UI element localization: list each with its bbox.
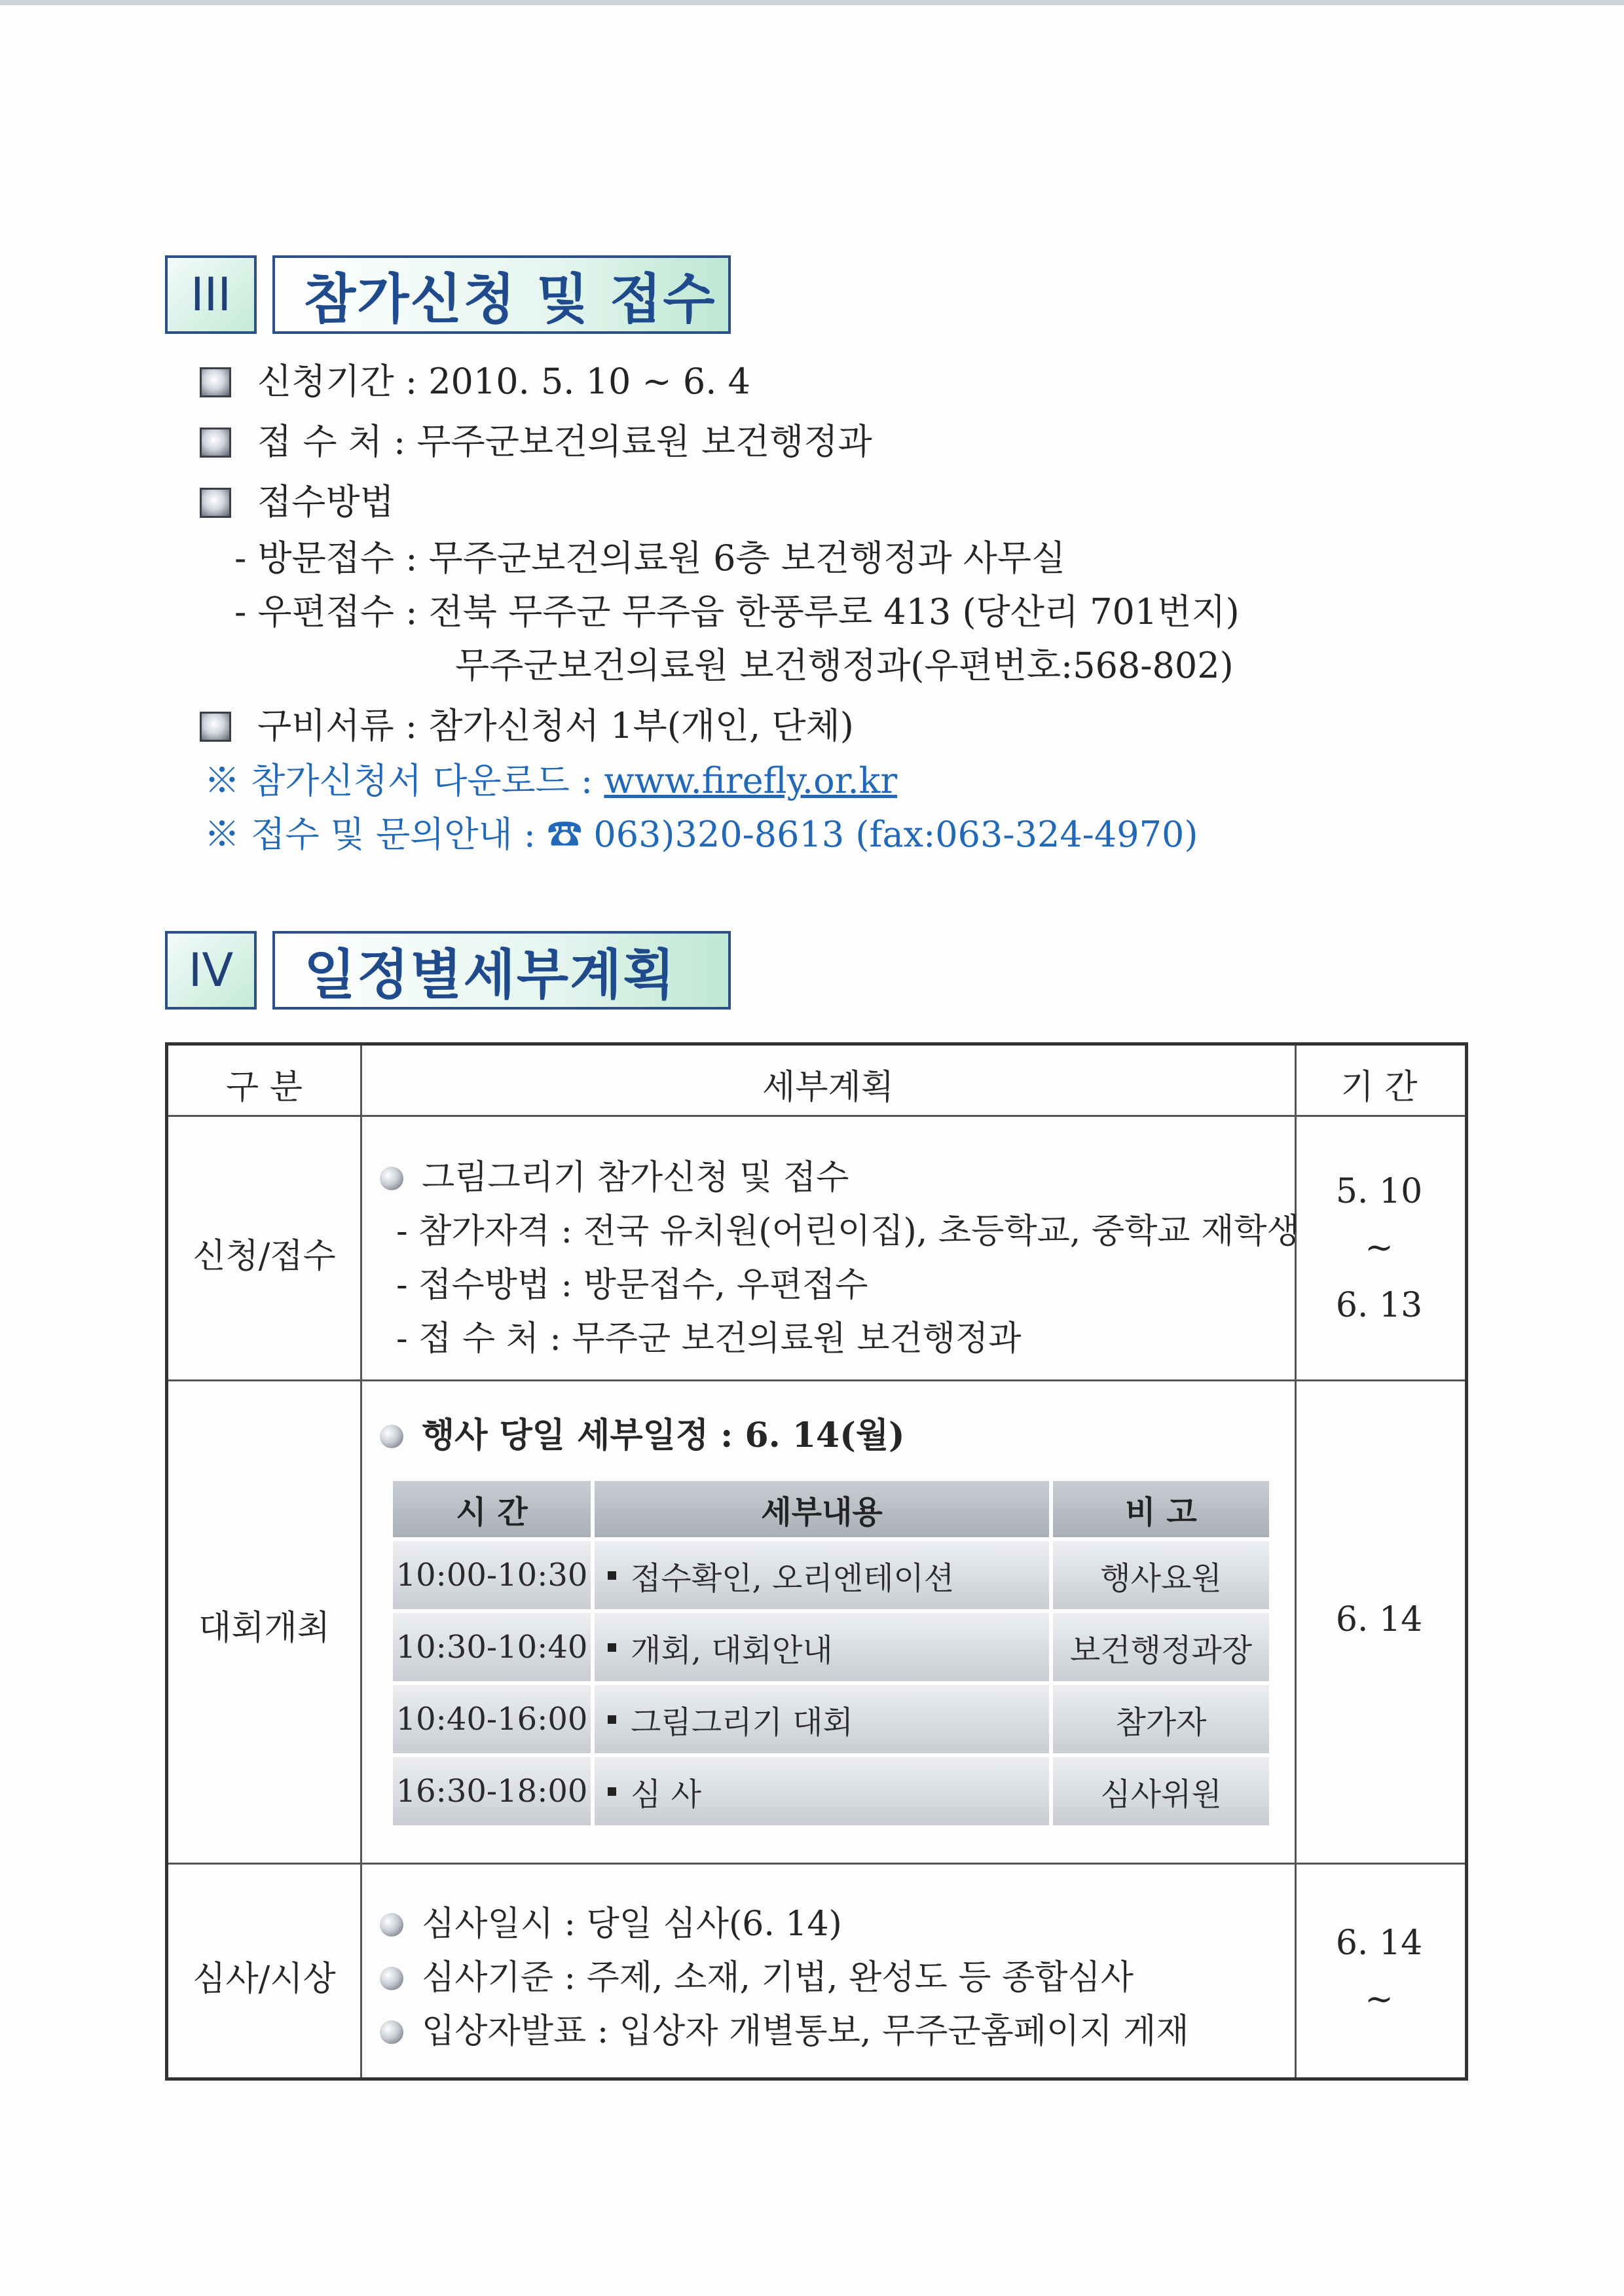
schedule-note: 행사요원 — [1053, 1541, 1269, 1609]
header-category: 구 분 — [226, 1068, 303, 1107]
row1-period-end: 6. 13 — [1335, 1286, 1423, 1325]
row1-item: - 접 수 처 : 무주군 보건의료원 보건행정과 — [396, 1319, 1022, 1358]
method-label: 접수방법 — [257, 481, 394, 522]
docs-label: 구비서류 — [257, 705, 394, 746]
docs-line: 구비서류 : 참가신청서 1부(개인, 단체) — [200, 703, 854, 749]
square-bullet-icon — [608, 1787, 616, 1796]
visit-label: - 방문접수 — [234, 538, 395, 579]
visit-value: 무주군보건의료원 6층 보건행정과 사무실 — [428, 538, 1066, 579]
schedule-note: 보건행정과장 — [1053, 1613, 1269, 1681]
schedule-row — [393, 1613, 1269, 1681]
schedule-row — [393, 1685, 1269, 1753]
square-bullet-icon — [200, 367, 231, 397]
row3-item: 심사일시 : 당일 심사(6. 14) — [380, 1896, 842, 1945]
table-divider — [168, 1863, 1465, 1865]
section-4-number: IV — [165, 931, 257, 1010]
row1-category: 신청/접수 — [193, 1237, 336, 1276]
schedule-time: 10:00-10:30 — [393, 1541, 591, 1609]
row1-period-start: 5. 10 — [1335, 1172, 1423, 1211]
schedule-time: 10:40-16:00 — [393, 1685, 591, 1753]
row3-item: 입상자발표 : 입상자 개별통보, 무주군홈페이지 게재 — [380, 2003, 1189, 2052]
header-period: 기 간 — [1340, 1068, 1418, 1107]
schedule-content: 개회, 대회안내 — [595, 1613, 1049, 1681]
row3-item: 심사기준 : 주제, 소재, 기법, 완성도 등 종합심사 — [380, 1950, 1134, 1999]
schedule-row — [393, 1757, 1269, 1825]
mail-value: 전북 무주군 무주읍 한풍루로 413 (당산리 701번지) — [428, 591, 1240, 632]
schedule-content: 심 사 — [595, 1757, 1049, 1825]
row3-category: 심사/시상 — [193, 1959, 336, 1999]
ball-bullet-icon — [380, 2020, 403, 2044]
table-divider — [168, 1379, 1465, 1381]
mail-value-2: 무주군보건의료원 보건행정과(우편번호:568-802) — [455, 645, 1234, 686]
schedule-content: 그림그리기 대회 — [595, 1685, 1049, 1753]
ball-bullet-icon — [380, 1167, 403, 1190]
row1-main: 그림그리기 참가신청 및 접수 — [380, 1150, 849, 1199]
mail-line-2 — [455, 643, 1234, 689]
mail-label: - 우편접수 — [234, 591, 395, 632]
row2-main: 행사 당일 세부일정 : 6. 14(월) — [380, 1408, 905, 1457]
square-bullet-icon — [608, 1715, 616, 1724]
schedule-note: 참가자 — [1053, 1685, 1269, 1753]
schedule-time: 10:30-10:40 — [393, 1613, 591, 1681]
square-bullet-icon — [200, 428, 231, 458]
schedule-header — [393, 1481, 1269, 1537]
row3-period-start: 6. 14 — [1335, 1923, 1423, 1963]
row3-period-tilde: ~ — [1365, 1980, 1393, 2019]
section-3-number: III — [165, 255, 257, 334]
ball-bullet-icon — [380, 1425, 403, 1448]
schedule-content: 접수확인, 오리엔테이션 — [595, 1541, 1049, 1609]
row1-item: - 접수방법 : 방문접수, 우편접수 — [396, 1266, 868, 1305]
office-label: 접 수 처 — [257, 421, 382, 462]
square-bullet-icon — [608, 1571, 616, 1580]
schedule-header-note: 비 고 — [1053, 1481, 1269, 1537]
period-line: 신청기간 : 2010. 5. 10 ~ 6. 4 — [200, 359, 750, 405]
schedule-time: 16:30-18:00 — [393, 1757, 591, 1825]
row1-period-tilde: ~ — [1365, 1228, 1393, 1267]
docs-value: 참가신청서 1부(개인, 단체) — [428, 705, 854, 746]
square-bullet-icon — [608, 1643, 616, 1652]
header-detail: 세부계획 — [762, 1068, 894, 1107]
contact-label: ※ 접수 및 문의안내 : — [204, 814, 536, 855]
scan-top-edge — [0, 0, 1624, 5]
row2-period: 6. 14 — [1335, 1600, 1423, 1639]
period-value: 2010. 5. 10 ~ 6. 4 — [428, 361, 750, 402]
phone-icon: ☎ — [547, 814, 583, 855]
table-divider — [168, 1115, 1465, 1117]
contact-value: 063)320-8613 (fax:063-324-4970) — [593, 814, 1198, 855]
row2-category: 대회개최 — [198, 1609, 330, 1648]
ball-bullet-icon — [380, 1967, 403, 1990]
period-label: 신청기간 — [257, 361, 394, 402]
download-link[interactable]: www.firefly.or.kr — [604, 760, 898, 801]
schedule-note: 심사위원 — [1053, 1757, 1269, 1825]
square-bullet-icon — [200, 488, 231, 518]
mail-line: - 우편접수 : 전북 무주군 무주읍 한풍루로 413 (당산리 701번지) — [234, 591, 1240, 632]
ball-bullet-icon — [380, 1913, 403, 1937]
office-value: 무주군보건의료원 보건행정과 — [416, 421, 872, 462]
square-bullet-icon — [200, 712, 231, 742]
office-line: 접 수 처 : 무주군보건의료원 보건행정과 — [200, 419, 872, 465]
download-note — [204, 758, 897, 804]
schedule-header-time: 시 간 — [393, 1481, 591, 1537]
section-4-title: 일정별세부계획 — [272, 931, 731, 1010]
section-3-title: 참가신청 및 접수 — [272, 255, 731, 334]
visit-line: - 방문접수 : 무주군보건의료원 6층 보건행정과 사무실 — [234, 538, 1066, 579]
schedule-header-content: 세부내용 — [595, 1481, 1049, 1537]
method-line — [200, 479, 394, 525]
download-label: ※ 참가신청서 다운로드 : — [204, 760, 593, 801]
row1-item: - 참가자격 : 전국 유치원(어린이집), 초등학교, 중학교 재학생 — [396, 1212, 1300, 1251]
contact-note — [204, 812, 1198, 858]
table-divider — [360, 1046, 362, 2077]
schedule-row — [393, 1541, 1269, 1609]
